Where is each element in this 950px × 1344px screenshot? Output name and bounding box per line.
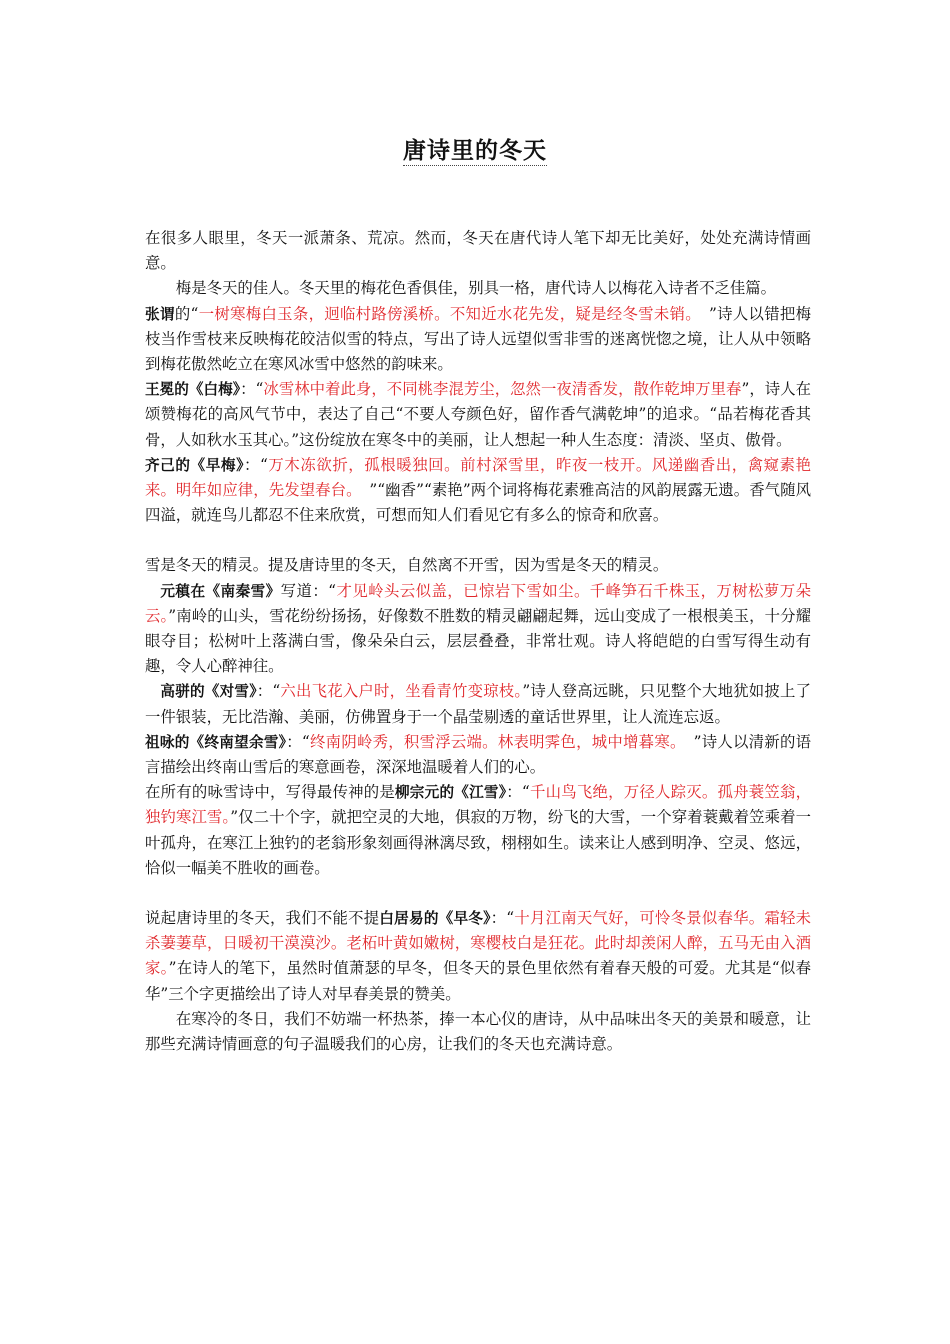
poem-quote: 万木冻欲折，孤根暖独回。前村深雪里，昨夜一枝开。风递幽香出，禽窥素艳来。明年如应律，先发望春台。 [145,455,812,500]
poet-name: 柳宗元的《江雪》 [394,784,507,802]
commentary: ”南岭的山头，雪花纷纷扬扬，好像数不胜数的精灵翩翩起舞，远山变成了一根根美玉，十分耀眼夺目；松树叶上落满白雪，像朵朵白云，层层叠叠，非常壮观。诗人将皑皑的白雪写得生动有趣，令人心醉神往。 [145,606,811,676]
lead-text: 在所有的咏雪诗中，写得最传神的是 [145,783,395,802]
poem-quote: 六出飞花入户时，坐看青竹变琼枝。 [280,682,523,701]
quote-open: ：“ [243,455,268,474]
quote-open: ：“ [240,380,264,399]
poet-name: 祖咏的《终南望余雪》 [145,733,287,751]
snow-intro-paragraph: 雪是冬天的精灵。提及唐诗里的冬天，自然离不开雪，因为雪是冬天的精灵。 [145,556,669,575]
quote-open: ：“ [286,732,310,751]
poet-name: 白居易的《早冬》 [379,910,491,928]
gaopian-paragraph [145,679,811,729]
poem-quote: 一树寒梅白玉条，迥临村路傍溪桥。不知近水花先发，疑是经冬雪未销。 [198,304,694,323]
commentary: ”“幽香”“素艳”两个词将梅花素雅高洁的风韵展露无遗。香气随风四溢，就连鸟儿都忍不住来欣赏，可想而知人们看见它有多么的惊奇和欣喜。 [145,481,811,525]
commentary: ”诗人登高远眺，只见整个大地犹如披上了一件银装，无比浩瀚、美丽，仿佛置身于一个晶莹剔透的童话世界里，让人流连忘返。 [145,682,811,726]
paragraph-gap [145,528,811,553]
commentary: ”仅二十个字，就把空灵的大地，俱寂的万物，纷飞的大雪，一个穿着蓑戴着笠乘着一叶孤舟，在寒江上独钓的老翁形象刻画得淋漓尽致，栩栩如生。读来让人感到明净、空灵、悠远，恰似一幅美不胜收的画卷。 [145,808,811,877]
commentary: ”诗人以错把梅枝当作雪枝来反映梅花皎洁似雪的特点，写出了诗人远望似雪非雪的迷离恍惚之境，让人从中领略到梅花傲然屹立在寒风冰雪中悠然的韵味来。 [145,304,812,374]
poem-quote: 冰雪林中着此身，不同桃李混芳尘，忽然一夜清香发，散作乾坤万里春 [263,380,742,399]
poet-name: 王冕的《白梅》 [145,381,241,399]
poet-name: 高骈的《对雪》 [160,683,257,701]
poem-quote: 才见岭头云似盖，已惊岩下雪如尘。千峰笋石千株玉，万树松萝万朵云。 [145,581,811,625]
plum-intro-paragraph: 梅是冬天的佳人。冬天里的梅花色香俱佳，别具一格，唐代诗人以梅花入诗者不乏佳篇。 [175,279,777,298]
quote-open: ：“ [490,909,515,928]
wangmian-paragraph [145,377,811,453]
commentary: ”诗人以清新的语言描绘出终南山雪后的寒意画卷，深深地温暖着人们的心。 [145,732,811,777]
commentary: ”在诗人的笔下，虽然时值萧瑟的早冬，但冬天的景色里依然有着春天般的可爱。尤其是“似春华”三个字更描绘出了诗人对早春美景的赞美。 [145,959,811,1003]
quote-open: 写道：“ [280,581,337,600]
intro-paragraph: 在很多人眼里，冬天一派萧条、荒凉。然而，冬天在唐代诗人笔下却无比美好，处处充满诗情画意。 [145,229,811,273]
paragraph-gap [145,881,811,906]
closing-paragraph: 在寒冷的冬日，我们不妨端一杯热茶，捧一本心仪的唐诗，从中品味出冬天的美景和暖意，让那些充满诗情画意的句子温暖我们的心房，让我们的冬天也充满诗意。 [145,1009,811,1054]
poem-quote: 千山鸟飞绝，万径人踪灭。孤舟蓑笠翁，独钓寒江雪。 [145,783,811,827]
page-title [0,132,950,165]
yuanzhen-paragraph [145,579,811,680]
baijuyi-paragraph [145,906,811,1007]
poet-name: 元稹在《南秦雪》 [160,582,281,600]
article-body [145,226,811,1057]
poem-quote: 十月江南天气好，可怜冬景似春华。霜轻未杀萋萋草，日暖初干漠漠沙。老柘叶黄如嫩树，寒樱枝白是狂花。此时却羡闲人醉，五马无由入酒家。 [145,909,811,978]
quote-open: ：“ [506,783,530,802]
quote-open: 的“ [174,304,199,323]
poet-name: 齐己的《早梅》 [145,456,244,474]
zuyong-paragraph [145,730,811,780]
commentary: ”，诗人在颂赞梅花的高风气节中，表达了自己“不要人夸颜色好，留作香气满乾坤”的追求。“品若梅花香其骨，人如秋水玉其心。”这份绽放在寒冬中的美丽，让人想起一种人生态度：清淡、坚贞、傲骨。 [145,380,812,449]
quote-open: ：“ [256,682,281,701]
zhangwei-paragraph [145,302,811,378]
qiji-paragraph [145,453,811,529]
poet-name: 张谓 [145,305,175,323]
title-text: 唐诗里的冬天 [403,138,547,164]
lead-text: 说起唐诗里的冬天，我们不能不提 [145,909,380,928]
poem-quote: 终南阴岭秀，积雪浮云端。林表明霁色，城中增暮寒。 [309,732,678,751]
liuzongyuan-paragraph [145,780,811,881]
